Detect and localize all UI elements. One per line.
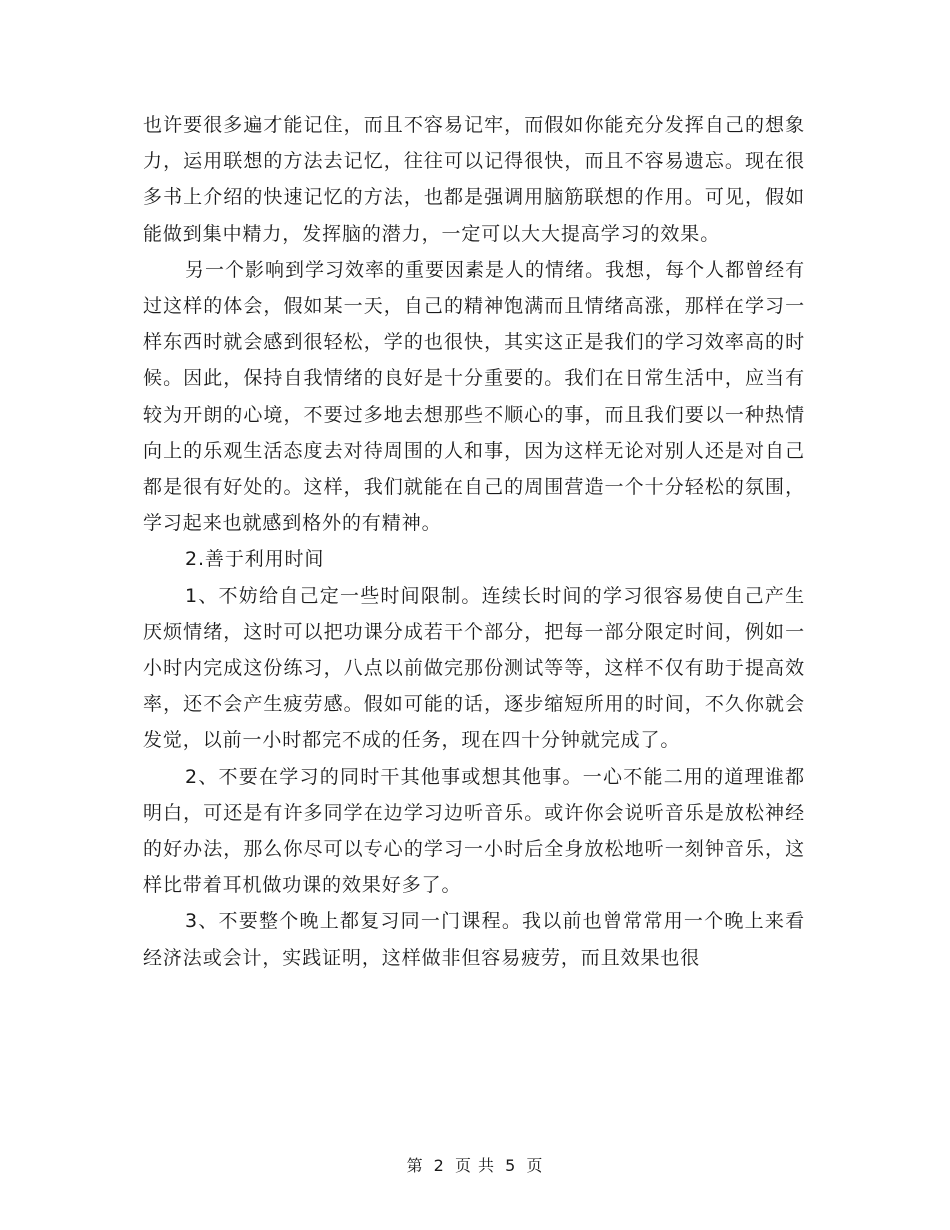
paragraph-3: 1、不妨给自己定一些时间限制。连续长时间的学习很容易使自己产生厌烦情绪，这时可以把功课分成若干个部分，把每一部分限定时间，例如一小时内完成这份练习，八点以前做完那份测试等等，这样不仅有助于提高效率，还不会产生疲劳感。假如可能的话，逐步缩短所用的时间，不久你就会发觉，以前一小时都完不成的任务，现在四十分钟就完成了。 bbox=[143, 584, 805, 752]
paragraph-2: 另一个影响到学习效率的重要因素是人的情绪。我想，每个人都曾经有过这样的体会，假如某一天，自己的精神饱满而且情绪高涨，那样在学习一样东西时就会感到很轻松，学的也很快，其实这正是我们的学习效率高的时候。因此，保持自我情绪的良好是十分重要的。我们在日常生活中，应当有较为开朗的心境，不要过多地去想那些不顺心的事，而且我们要以一种热情向上的乐观生活态度去对待周围的人和事，因为这样无论对别人还是对自己都是很有好处的。这样，我们就能在自己的周围营造一个十分轻松的氛围，学习起来也就感到格外的有精神。 bbox=[143, 258, 805, 535]
paragraph-5: 3、不要整个晚上都复习同一门课程。我以前也曾常常用一个晚上来看经济法或会计，实践证明，这样做非但容易疲劳，而且效果也很 bbox=[143, 910, 805, 969]
footer-prefix: 第 bbox=[406, 1156, 424, 1175]
footer-page-number: 2 bbox=[433, 1156, 445, 1175]
paragraph-1: 也许要很多遍才能记住，而且不容易记牢，而假如你能充分发挥自己的想象力，运用联想的方法去记忆，往往可以记得很快，而且不容易遗忘。现在很多书上介绍的快速记忆的方法，也都是强调用脑筋联想的作用。可见，假如能做到集中精力，发挥脑的潜力，一定可以大大提高学习的效果。 bbox=[143, 114, 805, 245]
footer-middle: 页 共 bbox=[454, 1156, 496, 1175]
footer-total-pages: 5 bbox=[505, 1156, 517, 1175]
paragraph-4: 2、不要在学习的同时干其他事或想其他事。一心不能二用的道理谁都明白，可还是有许多同学在边学习边听音乐。或许你会说听音乐是放松神经的好办法，那么你尽可以专心的学习一小时后全身放松地听一刻钟音乐，这样比带着耳机做功课的效果好多了。 bbox=[143, 765, 805, 897]
section-heading: 2.善于利用时间 bbox=[185, 548, 325, 571]
document-body bbox=[143, 107, 805, 976]
footer-suffix: 页 bbox=[526, 1156, 544, 1175]
page-footer bbox=[0, 1153, 950, 1176]
